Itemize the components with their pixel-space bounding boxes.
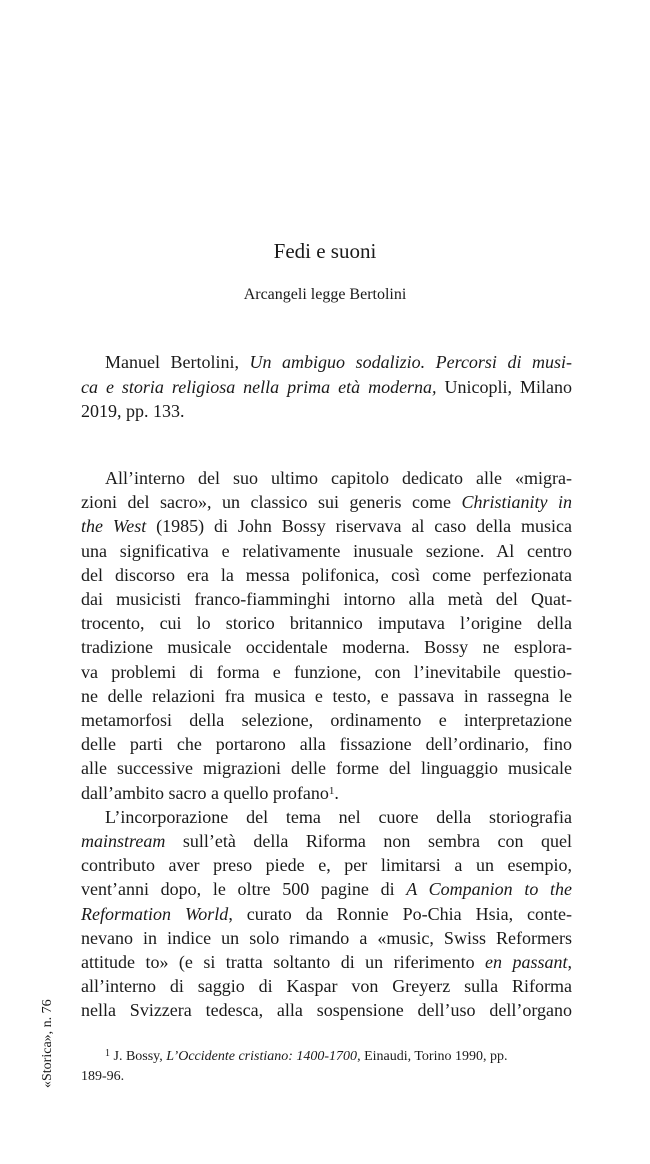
text-line: the West (1985) di John Bossy riservava al caso della musica [81, 516, 572, 537]
text-line: metamorfosi della selezione, ordinamento e interpretazione [81, 710, 572, 731]
text-line: zioni del sacro», un classico sui generis come Christianity in [81, 492, 573, 513]
book-title: Un ambiguo sodalizio. Percorsi di musi- [249, 352, 572, 372]
text-line: una significativa e relativamente inusuale sezione. Al centro [81, 540, 572, 561]
article-body [81, 466, 572, 1023]
text-line: vent’anni dopo, le oltre 500 pagine di A Companion to the [81, 879, 572, 900]
text-line: dall’ambito sacro a quello profano$^1$. [81, 782, 339, 803]
text-line: all’interno di saggio di Kaspar von Greyerz sulla Riforma [81, 976, 572, 997]
text-line: nella Svizzera tedesca, alla sospensione dell’uso dell’organo [81, 1000, 572, 1021]
footnote-line: 189-96. [81, 1069, 125, 1084]
book-title: ca e storia religiosa nella prima età moderna, [81, 376, 437, 397]
footnote-line: $^1$ J. Bossy, L’Occidente cristiano: 1400-1700, Einaudi, Torino 1990, pp. [105, 1048, 508, 1064]
text-line: mainstream sull’età della Riforma non sembra con quel [81, 831, 572, 852]
text-line: nevano in indice un solo rimando a «music, Swiss Reformers [81, 927, 572, 948]
text-line: trocento, cui lo storico britannico imputava l’origine della [81, 613, 572, 634]
text-line: L’incorporazione del tema nel cuore della storiografia [105, 806, 572, 827]
text-line: del discorso era la messa polifonica, così come perfezionata [81, 564, 572, 585]
text-line: dai musicisti franco-fiamminghi intorno alla metà del Quat- [81, 589, 572, 610]
text-line: ne delle relazioni fra musica e testo, e passava in rassegna le [81, 685, 572, 706]
text-line: va problemi di forma e funzione, con l’inevitabile questio- [81, 661, 572, 682]
text-line: attitude to» (e si tratta soltanto di un riferimento en passant, [81, 952, 573, 973]
book-citation [81, 350, 572, 424]
text-line: All’interno del suo ultimo capitolo dedicato alle «migra- [105, 468, 572, 488]
journal-issue-label: «Storica», n. 76 [40, 999, 55, 1088]
citation-line: ca e storia religiosa nella prima età moderna, Unicopli, Milano [81, 376, 572, 397]
paragraph [81, 805, 572, 1023]
citation-line: Manuel Bertolini, Un ambiguo sodalizio. Percorsi di musi- [105, 352, 572, 372]
page-title: Fedi e suoni [273, 239, 377, 263]
footnote-number: 1 [105, 1048, 110, 1059]
text-line: alle successive migrazioni delle forme del linguaggio musicale [81, 758, 572, 779]
text-line: delle parti che portarono alla fissazione dell’ordinario, fino [81, 734, 572, 755]
paragraph [81, 466, 572, 805]
text-line: Reformation World, curato da Ronnie Po-Chia Hsia, conte- [81, 903, 572, 924]
text-line: tradizione musicale occidentale moderna. Bossy ne esplora- [81, 637, 572, 658]
footnote-reference[interactable]: 1 [328, 784, 335, 797]
citation-line: 2019, pp. 133. [81, 401, 185, 421]
text-line: contributo aver preso piede e, per limitarsi a un esempio, [81, 855, 572, 876]
page-subtitle: Arcangeli legge Bertolini [243, 286, 407, 303]
footnote [81, 1047, 572, 1087]
